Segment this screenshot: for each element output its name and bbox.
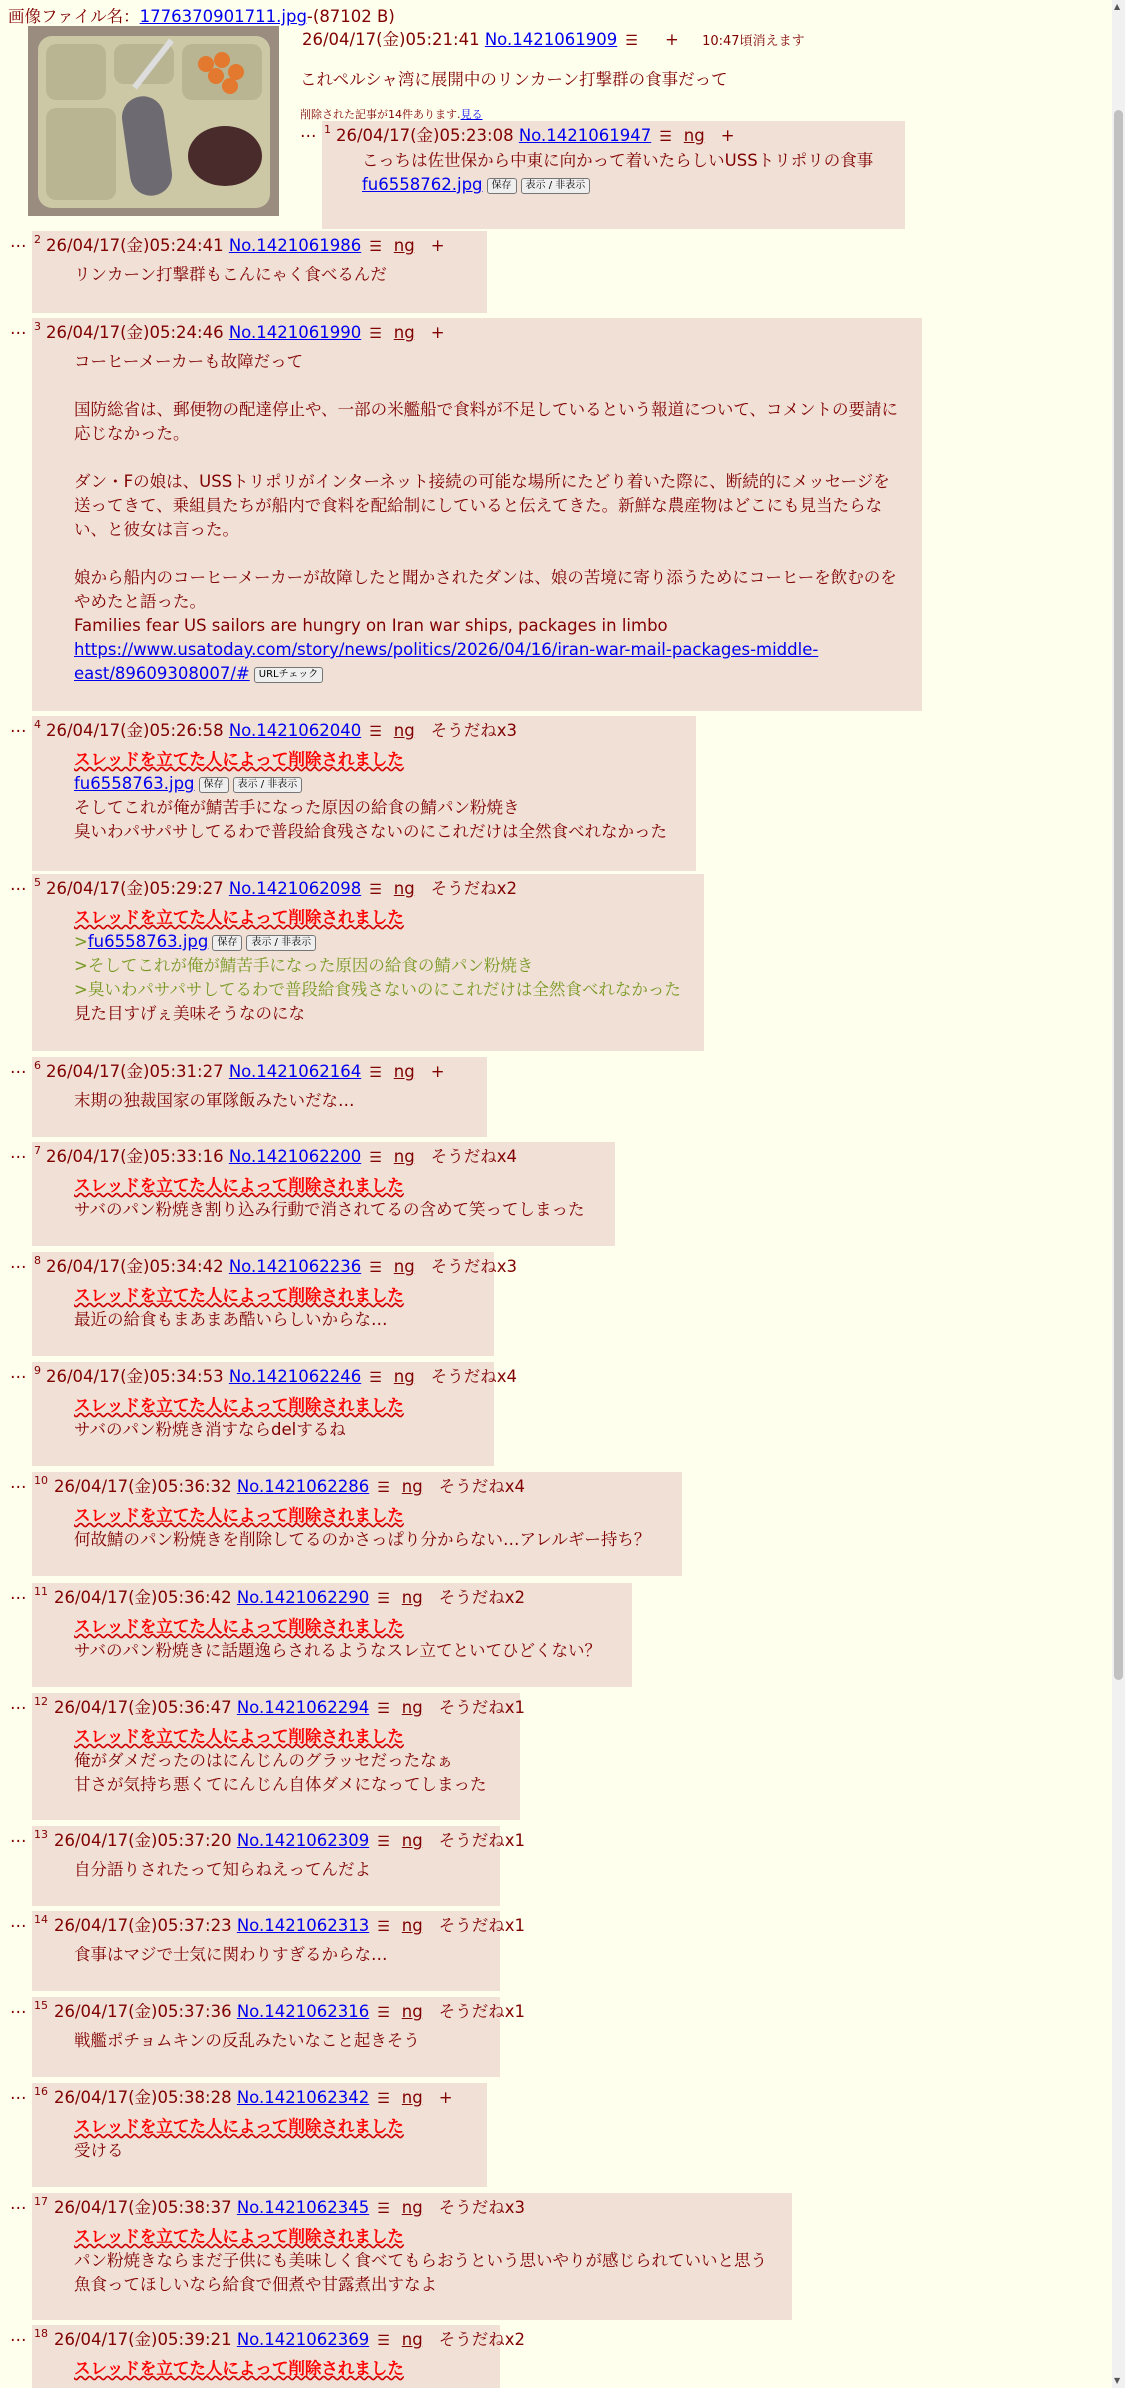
body-line: Families fear US sailors are hungry on Iran war ships, packages in limbo <box>74 616 668 635</box>
reply-id-link[interactable]: No.1421062236 <box>228 1257 362 1276</box>
reply-dots: … <box>10 1694 27 1713</box>
body-line: やめたと語った。 <box>74 592 206 611</box>
reply-id-link[interactable]: No.1421062369 <box>236 2330 370 2349</box>
sodane-button[interactable]: + <box>430 323 445 342</box>
body-line: 国防総省は、郵便物の配達停止や、一部の米艦船で食料が不足しているという報道について、コメントの要請に <box>74 400 899 419</box>
menu-icon[interactable]: ☰ <box>369 1150 382 1166</box>
toggle-button[interactable]: 表示 / 非表示 <box>246 935 316 951</box>
reply-number: 15 <box>34 1999 48 2012</box>
menu-icon[interactable]: ☰ <box>369 724 382 740</box>
reply-number: 8 <box>34 1254 41 1267</box>
reply-body <box>74 1089 355 1113</box>
menu-icon[interactable]: ☰ <box>369 239 382 255</box>
reply-body <box>74 906 681 1026</box>
article-link-cont[interactable]: east/89609308007/# <box>74 664 250 683</box>
body-line <box>74 542 898 566</box>
reply-body <box>74 1725 487 1797</box>
sodane-button[interactable]: そうだねx3 <box>430 721 517 740</box>
reply-body <box>74 1504 650 1552</box>
reply-body <box>74 1858 371 1882</box>
reply-header <box>46 1143 517 1167</box>
sodane-button[interactable]: そうだねx1 <box>438 1698 525 1717</box>
menu-icon[interactable]: ☰ <box>377 2005 390 2021</box>
reply-post <box>32 1057 487 1137</box>
save-button[interactable]: 保存 <box>199 777 229 793</box>
menu-icon[interactable]: ☰ <box>369 882 382 898</box>
deleted-notice: スレッドを立てた人によって削除されました <box>74 1727 404 1746</box>
reply-id-link[interactable]: No.1421062345 <box>236 2198 370 2217</box>
image-filename-line <box>8 3 395 27</box>
ng-link[interactable]: ng <box>401 2330 423 2349</box>
reply-post <box>32 1997 525 2077</box>
file-link[interactable]: fu6558763.jpg <box>87 932 209 951</box>
toggle-button[interactable]: 表示 / 非表示 <box>233 777 303 793</box>
body-line: パン粉焼きならまだ子供にも美味しく食べてもらおうという思いやりが感じられていいと思う <box>74 2251 767 2270</box>
deleted-notice: スレッドを立てた人によって削除されました <box>74 1286 404 1305</box>
reply-post <box>322 121 905 229</box>
reply-date: 26/04/17(金)05:24:46 <box>46 323 224 342</box>
body-line: こっちは佐世保から中東に向かって着いたらしいUSSトリポリの食事 <box>362 151 874 170</box>
menu-icon[interactable]: ☰ <box>369 1065 382 1081</box>
deleted-notice: スレッドを立てた人によって削除されました <box>74 1396 404 1415</box>
ng-link[interactable]: ng <box>401 2088 423 2107</box>
reply-number: 16 <box>34 2085 48 2098</box>
reply-number: 17 <box>34 2195 48 2208</box>
ng-link[interactable]: ng <box>401 1831 423 1850</box>
reply-dots: … <box>10 1253 27 1272</box>
reply-id-link[interactable]: No.1421062313 <box>236 1916 370 1935</box>
reply-dots: … <box>10 1827 27 1846</box>
reply-dots: … <box>10 1584 27 1603</box>
reply-post <box>32 1362 517 1466</box>
reply-id-link[interactable]: No.1421061986 <box>228 236 362 255</box>
reply-body <box>74 2357 404 2381</box>
ng-link[interactable]: ng <box>393 879 415 898</box>
reply-dots: … <box>10 2326 27 2345</box>
reply-dots: … <box>10 1143 27 1162</box>
reply-header <box>54 1584 525 1608</box>
reply-header <box>54 1473 525 1497</box>
sodane-button[interactable]: + <box>430 1062 445 1081</box>
reply-header <box>46 717 517 741</box>
ng-link[interactable]: ng <box>401 1588 423 1607</box>
body-line: サバのパン粉焼き割り込み行動で消されてるの含めて笑ってしまった <box>74 1200 585 1219</box>
reply-body <box>74 1284 404 1332</box>
sodane-button[interactable]: そうだねx2 <box>438 2330 525 2349</box>
deleted-note <box>300 106 483 122</box>
reply-date: 26/04/17(金)05:37:36 <box>54 2002 232 2021</box>
body-line: 応じなかった。 <box>74 424 190 443</box>
url-check-button[interactable]: URLチェック <box>254 667 324 683</box>
reply-date: 26/04/17(金)05:23:08 <box>336 126 514 145</box>
reply-date: 26/04/17(金)05:26:58 <box>46 721 224 740</box>
scroll-down-icon[interactable]: ▼ <box>1114 2376 1121 2385</box>
reply-dots: … <box>10 1058 27 1077</box>
reply-date: 26/04/17(金)05:38:28 <box>54 2088 232 2107</box>
body-line: 何故鯖のパン粉焼きを削除してるのかさっぱり分からない…アレルギー持ち？ <box>74 1530 651 1549</box>
deleted-notice: スレッドを立てた人によって削除されました <box>74 750 404 769</box>
reply-header <box>54 1998 525 2022</box>
reply-date: 26/04/17(金)05:24:41 <box>46 236 224 255</box>
reply-post <box>32 231 487 313</box>
menu-icon[interactable]: ☰ <box>377 1591 390 1607</box>
reply-post <box>32 2325 525 2388</box>
reply-number: 5 <box>34 876 41 889</box>
sodane-button[interactable]: + <box>438 2088 453 2107</box>
body-line: サバのパン粉焼きに話題逸らされるようなスレ立てといてひどくない？ <box>74 1641 602 1660</box>
reply-id-link[interactable]: No.1421062040 <box>228 721 362 740</box>
menu-icon[interactable]: ☰ <box>377 1834 390 1850</box>
sodane-button[interactable]: そうだねx1 <box>438 1916 525 1935</box>
body-line: 末期の独裁国家の軍隊飯みたいだな… <box>74 1091 355 1110</box>
reply-post <box>32 1142 615 1246</box>
reply-dots: … <box>10 1998 27 2017</box>
sodane-button[interactable]: そうだねx4 <box>438 1477 525 1496</box>
body-line: 臭いわパサパサしてるわで普段給食残さないのにこれだけは全然食べれなかった <box>74 822 668 841</box>
reply-dots: … <box>10 319 27 338</box>
reply-id-link[interactable]: No.1421062246 <box>228 1367 362 1386</box>
deleted-notice: スレッドを立てた人によって削除されました <box>74 1176 404 1195</box>
quote-line: >臭いわパサパサしてるわで普段給食残さないのにこれだけは全然食べれなかった <box>74 980 681 999</box>
body-line: 送ってきて、乗組員たちが船内で食料を配給制にしていると伝えてきた。新鮮な農産物はどこにも見当たらな <box>74 496 883 515</box>
reply-body <box>74 1174 585 1222</box>
reply-dots: … <box>10 717 27 736</box>
reply-number: 14 <box>34 1913 48 1926</box>
menu-icon[interactable]: ☰ <box>369 1260 382 1276</box>
reply-date: 26/04/17(金)05:29:27 <box>46 879 224 898</box>
body-line: 受ける <box>74 2141 124 2160</box>
ng-link[interactable]: ng <box>683 126 705 145</box>
file-line <box>74 930 681 954</box>
body-line: リンカーン打撃群もこんにゃく食べるんだ <box>74 265 387 284</box>
reply-header <box>46 319 445 343</box>
sodane-button[interactable]: そうだねx3 <box>430 1257 517 1276</box>
scroll-up-icon[interactable]: ▲ <box>1114 2 1121 11</box>
reply-date: 26/04/17(金)05:36:32 <box>54 1477 232 1496</box>
deleted-show-link[interactable]: 見る <box>460 108 483 121</box>
reply-post <box>32 1252 517 1356</box>
reply-date: 26/04/17(金)05:33:16 <box>46 1147 224 1166</box>
quote-marker: > <box>74 932 88 951</box>
ng-link[interactable]: ng <box>393 721 415 740</box>
op-header <box>302 26 805 50</box>
reply-number: 6 <box>34 1059 41 1072</box>
reply-date: 26/04/17(金)05:37:20 <box>54 1831 232 1850</box>
reply-id-link[interactable]: No.1421062286 <box>236 1477 370 1496</box>
reply-dots: … <box>10 232 27 251</box>
ng-link[interactable]: ng <box>401 2002 423 2021</box>
op-number[interactable]: No.1421061909 <box>484 30 618 49</box>
ng-link[interactable]: ng <box>393 1257 415 1276</box>
reply-id-link[interactable]: No.1421062164 <box>228 1062 362 1081</box>
body-line: そしてこれが俺が鯖苦手になった原因の給食の鯖パン粉焼き <box>74 798 520 817</box>
article-link-line <box>74 662 898 686</box>
op-plus[interactable]: + <box>665 30 679 49</box>
body-line: 甘さが気持ち悪くてにんじん自体ダメになってしまった <box>74 1775 487 1794</box>
sodane-button[interactable]: そうだねx2 <box>438 1588 525 1607</box>
ng-link[interactable]: ng <box>401 1916 423 1935</box>
op-date: 26/04/17(金)05:21:41 <box>302 30 480 49</box>
reply-body <box>74 2115 404 2163</box>
reply-body <box>74 1615 601 1663</box>
ng-link[interactable]: ng <box>393 1367 415 1386</box>
reply-body <box>362 149 873 197</box>
reply-dots: … <box>300 122 317 141</box>
reply-id-link[interactable]: No.1421062309 <box>236 1831 370 1850</box>
body-line: 見た目すげぇ美味そうなのにな <box>74 1004 305 1023</box>
menu-icon[interactable]: ☰ <box>377 1480 390 1496</box>
reply-number: 4 <box>34 718 41 731</box>
image-filename-link[interactable]: 1776370901711.jpg <box>139 7 307 26</box>
toggle-button[interactable]: 表示 / 非表示 <box>521 178 591 194</box>
body-line: い、と彼女は言った。 <box>74 520 239 539</box>
reply-body <box>74 350 898 686</box>
deleted-notice: スレッドを立てた人によって削除されました <box>74 2117 404 2136</box>
file-link[interactable]: fu6558762.jpg <box>362 175 483 194</box>
reply-number: 1 <box>324 123 331 136</box>
reply-date: 26/04/17(金)05:34:42 <box>46 1257 224 1276</box>
reply-number: 9 <box>34 1364 41 1377</box>
body-line <box>74 374 898 398</box>
reply-number: 7 <box>34 1144 41 1157</box>
reply-number: 2 <box>34 233 41 246</box>
reply-post <box>32 2193 792 2320</box>
reply-post <box>32 318 922 711</box>
reply-header <box>46 1253 517 1277</box>
reply-id-link[interactable]: No.1421062290 <box>236 1588 370 1607</box>
reply-dots: … <box>10 875 27 894</box>
deleted-note-text: 削除された記事が14件あります. <box>300 108 461 121</box>
body-line: 食事はマジで士気に関わりすぎるからな… <box>74 1945 388 1964</box>
body-line: 自分語りされたって知らねえってんだよ <box>74 1860 371 1879</box>
reply-date: 26/04/17(金)05:38:37 <box>54 2198 232 2217</box>
reply-id-link[interactable]: No.1421062200 <box>228 1147 362 1166</box>
sodane-button[interactable]: + <box>720 126 735 145</box>
deleted-notice: スレッドを立てた人によって削除されました <box>74 908 404 927</box>
reply-id-link[interactable]: No.1421061990 <box>228 323 362 342</box>
deleted-notice: スレッドを立てた人によって削除されました <box>74 2227 404 2246</box>
quote-line: >そしてこれが俺が鯖苦手になった原因の給食の鯖パン粉焼き <box>74 956 534 975</box>
reply-post <box>32 1693 525 1820</box>
menu-icon[interactable]: ☰ <box>377 1919 390 1935</box>
reply-number: 3 <box>34 320 41 333</box>
ng-link[interactable]: ng <box>401 1477 423 1496</box>
save-button[interactable]: 保存 <box>212 935 242 951</box>
reply-header <box>54 2326 525 2350</box>
menu-icon[interactable]: ☰ <box>377 2091 390 2107</box>
reply-id-link[interactable]: No.1421062294 <box>236 1698 370 1717</box>
body-line: 娘から船内のコーヒーメーカーが故障したと聞かされたダンは、娘の苦境に寄り添うためにコーヒーを飲むのを <box>74 568 897 587</box>
sodane-button[interactable]: そうだねx3 <box>438 2198 525 2217</box>
menu-icon[interactable]: ☰ <box>377 2333 390 2349</box>
image-filesize: -(87102 B) <box>306 7 395 26</box>
op-image[interactable] <box>28 26 279 216</box>
reply-dots: … <box>10 1912 27 1931</box>
reply-number: 10 <box>34 1474 48 1487</box>
reply-date: 26/04/17(金)05:36:42 <box>54 1588 232 1607</box>
menu-icon[interactable]: ☰ <box>369 1370 382 1386</box>
reply-date: 26/04/17(金)05:36:47 <box>54 1698 232 1717</box>
ng-link[interactable]: ng <box>401 2198 423 2217</box>
file-line <box>74 772 667 796</box>
body-line: ダン・Fの娘は、USSトリポリがインターネット接続の可能な場所にたどり着いた際に、断続的にメッセージを <box>74 472 890 491</box>
deleted-notice: スレッドを立てた人によって削除されました <box>74 1617 404 1636</box>
reply-number: 13 <box>34 1828 48 1841</box>
sodane-button[interactable]: そうだねx4 <box>430 1147 517 1166</box>
reply-header <box>54 2084 453 2108</box>
reply-dots: … <box>10 1473 27 1492</box>
file-line <box>362 173 873 197</box>
reply-number: 12 <box>34 1695 48 1708</box>
reply-header <box>54 1827 525 1851</box>
menu-icon[interactable]: ☰ <box>369 326 382 342</box>
ng-link[interactable]: ng <box>393 1147 415 1166</box>
sodane-button[interactable]: そうだねx2 <box>430 879 517 898</box>
scrollbar[interactable] <box>1112 0 1125 2388</box>
reply-header <box>54 1912 525 1936</box>
reply-date: 26/04/17(金)05:39:21 <box>54 2330 232 2349</box>
sodane-button[interactable]: + <box>430 236 445 255</box>
reply-post <box>32 1472 682 1576</box>
deleted-notice: スレッドを立てた人によって削除されました <box>74 1506 404 1525</box>
reply-post <box>32 1911 525 1991</box>
reply-post <box>32 874 704 1051</box>
reply-post <box>32 1826 525 1906</box>
reply-header <box>46 232 445 256</box>
reply-dots: … <box>10 2084 27 2103</box>
sodane-button[interactable]: そうだねx1 <box>438 1831 525 1850</box>
reply-body <box>74 263 387 287</box>
tray-photo <box>38 36 270 208</box>
reply-body <box>74 748 667 844</box>
reply-date: 26/04/17(金)05:31:27 <box>46 1062 224 1081</box>
reply-post <box>32 716 696 871</box>
deleted-notice: スレッドを立てた人によって削除されました <box>74 2359 404 2378</box>
reply-header <box>46 1363 517 1387</box>
reply-header <box>46 875 517 899</box>
body-line: 戦艦ポチョムキンの反乱みたいなこと起きそう <box>74 2031 420 2050</box>
reply-dots: … <box>10 2194 27 2213</box>
reply-body <box>74 2029 420 2053</box>
reply-header <box>54 1694 525 1718</box>
body-line: 魚食ってほしいなら給食で佃煮や甘露煮出すなよ <box>74 2275 437 2294</box>
file-link[interactable]: fu6558763.jpg <box>74 774 195 793</box>
reply-header <box>54 2194 525 2218</box>
reply-id-link[interactable]: No.1421061947 <box>518 126 652 145</box>
reply-id-link[interactable]: No.1421062342 <box>236 2088 370 2107</box>
reply-body <box>74 2225 767 2297</box>
reply-body <box>74 1943 388 1967</box>
reply-date: 26/04/17(金)05:34:53 <box>46 1367 224 1386</box>
reply-header <box>336 122 735 146</box>
reply-id-link[interactable]: No.1421062316 <box>236 2002 370 2021</box>
op-body: これペルシャ湾に展開中のリンカーン打撃群の食事だって <box>300 70 728 89</box>
reply-post <box>32 1583 632 1687</box>
body-line: 最近の給食もまあまあ酷いらしいからな… <box>74 1310 388 1329</box>
menu-icon[interactable]: ☰ <box>377 1701 390 1717</box>
body-line: 俺がダメだったのはにんじんのグラッセだったなぁ <box>74 1751 454 1770</box>
reply-dots: … <box>10 1363 27 1382</box>
image-filename-label: 画像ファイル名： <box>8 7 140 26</box>
reply-body <box>74 1394 404 1442</box>
ng-link[interactable]: ng <box>393 323 415 342</box>
reply-header <box>46 1058 445 1082</box>
menu-icon[interactable]: ☰ <box>659 129 672 145</box>
body-line: コーヒーメーカーも故障だって <box>74 352 304 371</box>
reply-id-link[interactable]: No.1421062098 <box>228 879 362 898</box>
reply-number: 11 <box>34 1585 48 1598</box>
ng-link[interactable]: ng <box>393 236 415 255</box>
ng-link[interactable]: ng <box>401 1698 423 1717</box>
reply-post <box>32 2083 487 2187</box>
reply-number: 18 <box>34 2327 48 2340</box>
sodane-button[interactable]: そうだねx4 <box>430 1367 517 1386</box>
ng-link[interactable]: ng <box>393 1062 415 1081</box>
body-line: サバのパン粉焼き消すならdelするね <box>74 1420 346 1439</box>
body-line <box>74 446 898 470</box>
scrollbar-thumb[interactable] <box>1114 110 1123 1680</box>
article-link[interactable]: https://www.usatoday.com/story/news/politics/2026/04/16/iran-war-mail-packages-middle- <box>74 640 819 659</box>
menu-icon[interactable]: ☰ <box>625 33 638 49</box>
reply-date: 26/04/17(金)05:37:23 <box>54 1916 232 1935</box>
op-expire: 10:47頃消えます <box>702 34 805 49</box>
sodane-button[interactable]: そうだねx1 <box>438 2002 525 2021</box>
save-button[interactable]: 保存 <box>487 178 517 194</box>
menu-icon[interactable]: ☰ <box>377 2201 390 2217</box>
